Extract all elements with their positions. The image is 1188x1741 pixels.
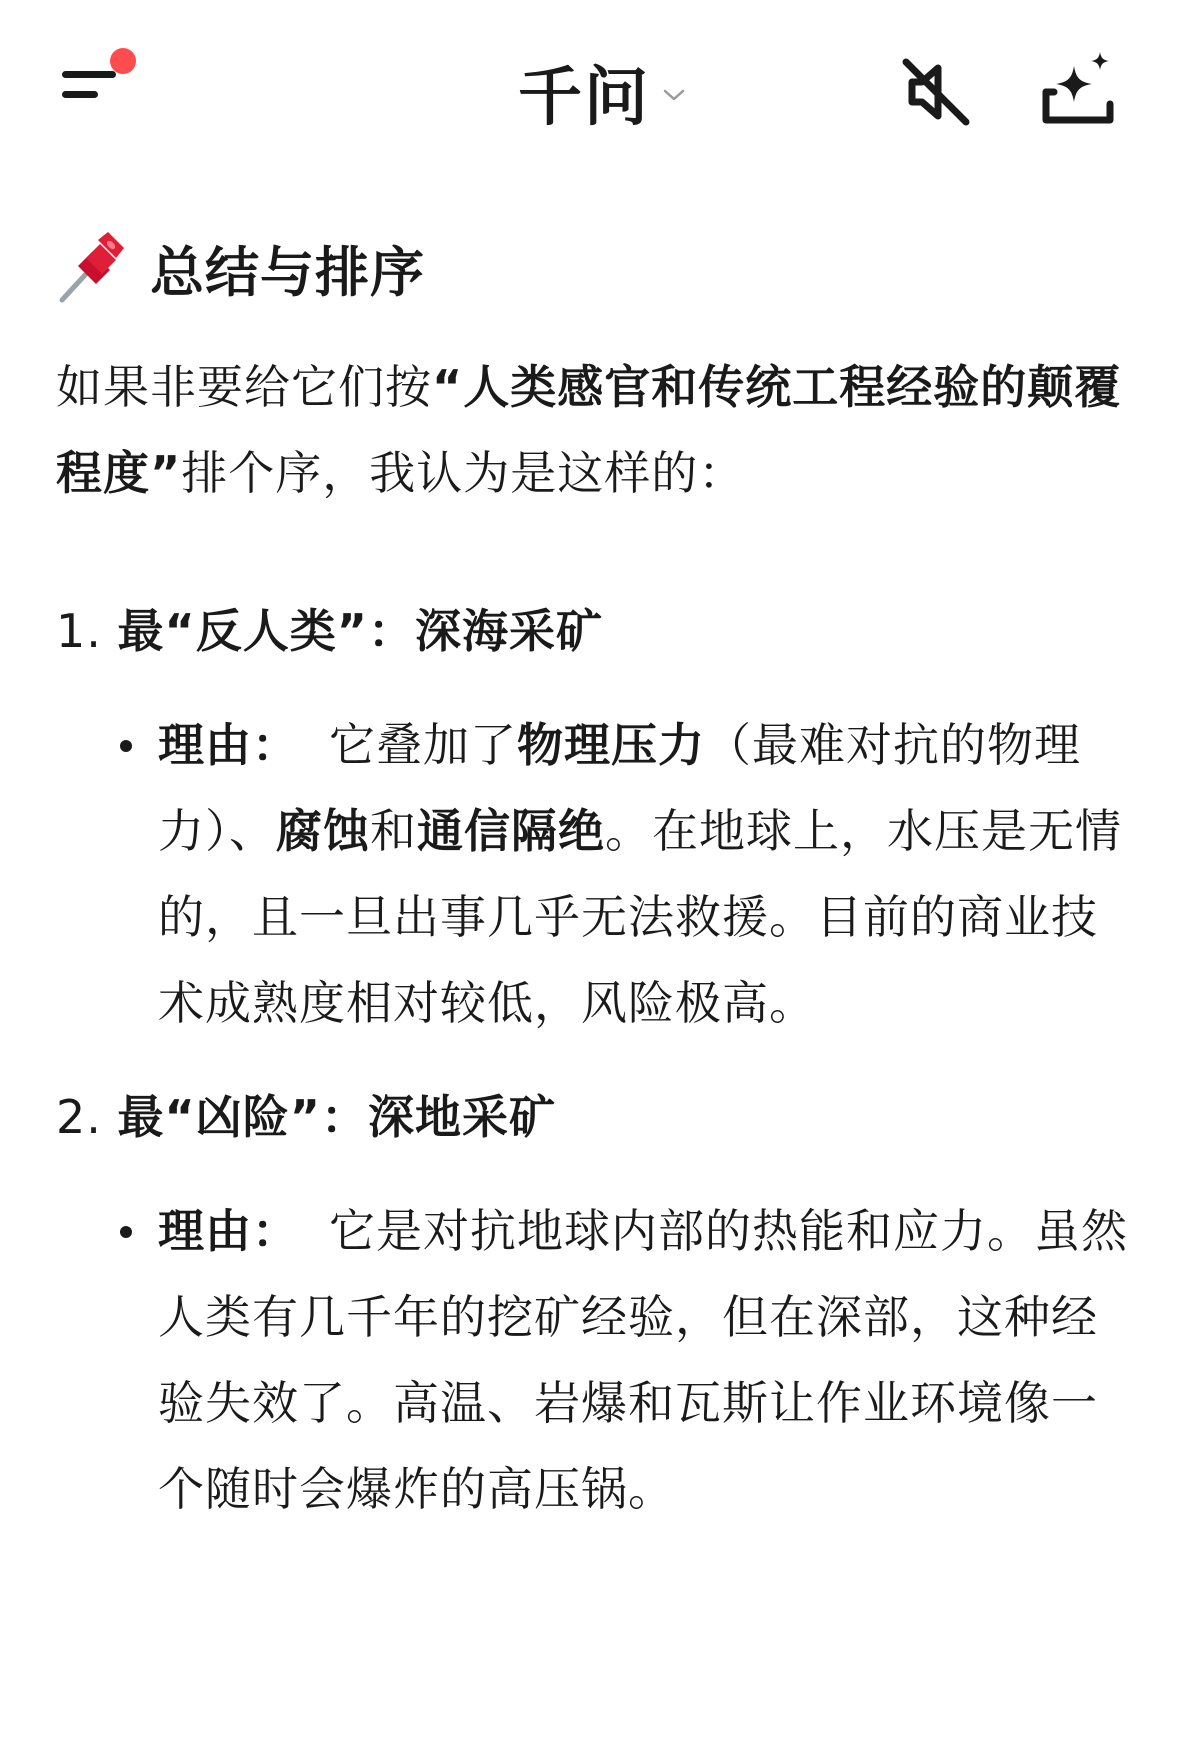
notification-dot (110, 48, 136, 74)
list-item-number: 2. (56, 1090, 102, 1144)
speaker-muted-icon[interactable] (898, 54, 974, 130)
reason-seg-bold: 通信隔绝 (417, 804, 605, 858)
menu-icon-line (62, 91, 98, 98)
sparkle-new-chat-icon[interactable] (1036, 48, 1120, 132)
menu-icon (62, 71, 116, 78)
reason-seg: 它叠加了 (329, 718, 517, 772)
app-title: 千问 (518, 61, 650, 135)
list-item-number: 1. (56, 604, 102, 658)
answer-content (56, 220, 1136, 1560)
top-bar (0, 0, 1188, 190)
intro-pre: 如果非要给它们按 (56, 360, 432, 414)
section-heading-text: 总结与排序 (150, 240, 425, 304)
intro-bold: “人类感官和传统工程经验的颠覆程度” (56, 360, 1122, 500)
model-selector[interactable] (518, 52, 686, 135)
reason-label: 理由： (158, 1204, 299, 1258)
bullet-icon (120, 740, 132, 752)
list-item-heading: 最“凶险”：深地采矿 (117, 1090, 556, 1144)
reason-seg: （最难对抗的物理力）、 (158, 718, 1081, 858)
chevron-down-icon (662, 87, 686, 103)
menu-button[interactable] (58, 46, 144, 116)
reason-seg: 它是对抗地球内部的热能和应力。虽然人类有几千年的挖矿经验，但在深部，这种经验失效了。高温、岩爆和瓦斯让作业环境像一个随时会爆炸的高压锅。 (158, 1204, 1128, 1516)
intro-paragraph (56, 344, 1136, 516)
pushpin-icon (56, 230, 126, 306)
section-heading (56, 220, 1136, 316)
reason-seg-bold: 腐蚀 (276, 804, 370, 858)
list-item-title (56, 1074, 1136, 1160)
list-item-reason (56, 702, 1136, 1046)
reason-seg: 。在地球上，水压是无情的，且一旦出事几乎无法救援。目前的商业技术成熟度相对较低，风险极高。 (158, 804, 1122, 1030)
intro-post: 排个序，我认为是这样的： (181, 446, 746, 500)
reason-seg-bold: 物理压力 (517, 718, 705, 772)
bullet-icon (120, 1226, 132, 1238)
list-item-title (56, 588, 1136, 674)
reason-label: 理由： (158, 718, 299, 772)
reason-seg: 和 (370, 804, 417, 858)
list-item-heading: 最“反人类”：深海采矿 (117, 604, 603, 658)
list-item-reason (56, 1188, 1136, 1532)
